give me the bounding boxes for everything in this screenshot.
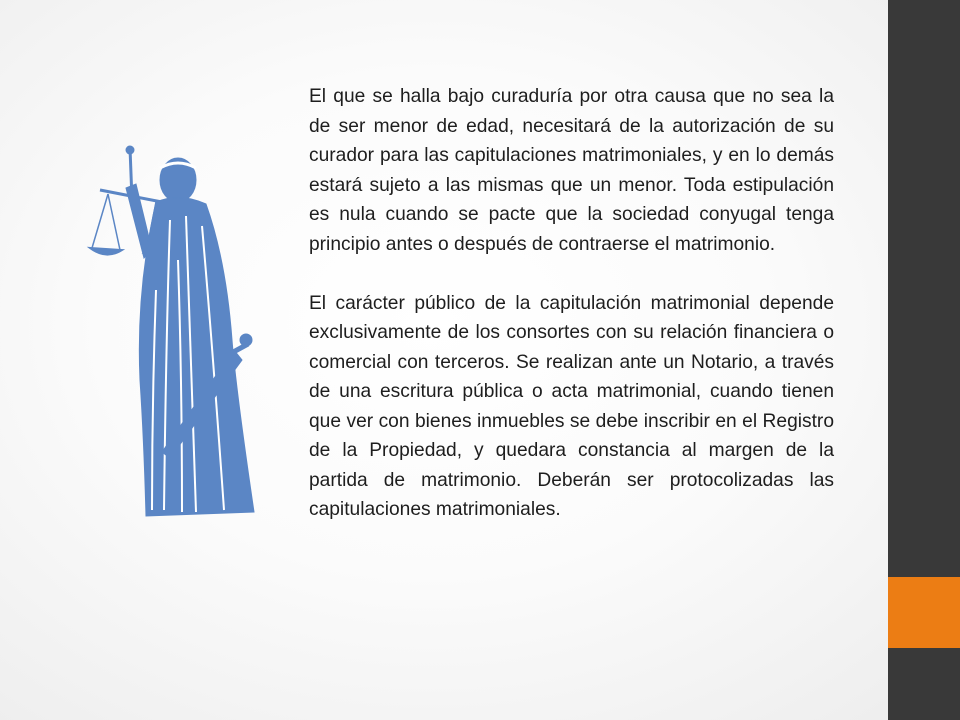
lady-justice-icon <box>86 140 262 520</box>
paragraph-2: El carácter público de la capitulación matrimonial depende exclusivamente de los consortes con su relación financiera o comercial con terceros. Se realizan ante un Notario, a través de una escritura pública o acta matrimonial, cuando tienen que ver con bienes inmuebles se debe inscribir en el Registro de la Propiedad, y quedara constancia al margen de la partida de matrimonio. Deberán ser protocolizadas las capitulaciones matrimoniales. <box>309 292 834 520</box>
body-text <box>309 82 834 525</box>
orange-accent-block <box>888 577 960 648</box>
paragraph-1: El que se halla bajo curaduría por otra causa que no sea la de ser menor de edad, necesitará de la autorización de su curador para las capitulaciones matrimoniales, y en lo demás estará sujeto a las mismas que un menor. Toda estipulación es nula cuando se pacte que la sociedad conyugal tenga principio antes o después de contraerse el matrimonio. <box>309 86 834 255</box>
